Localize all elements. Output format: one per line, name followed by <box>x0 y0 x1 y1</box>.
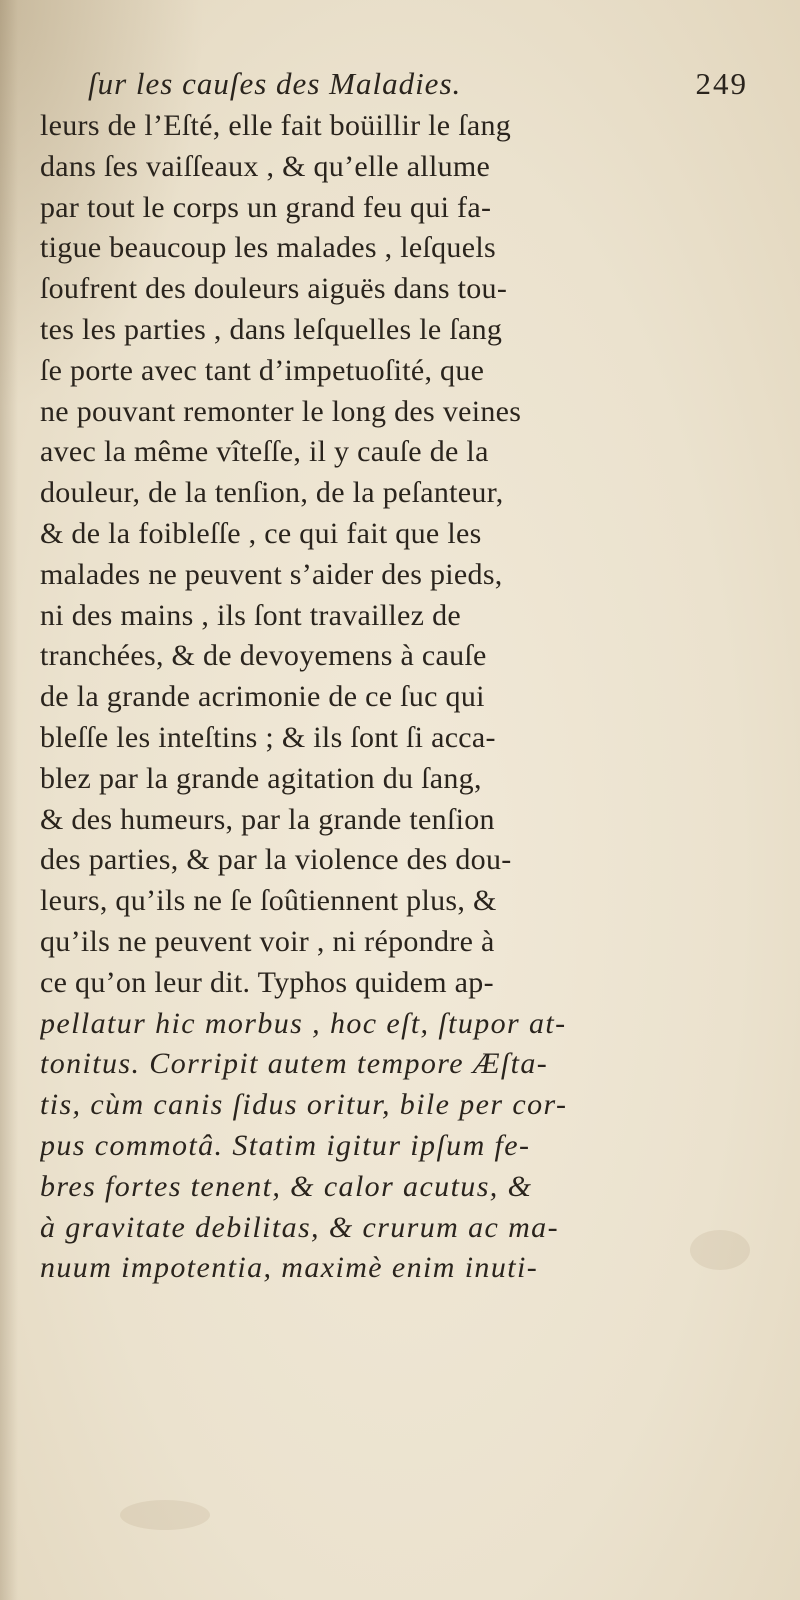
text-line: leurs de l’Eſté, elle fait boüillir le ſang <box>40 109 512 142</box>
text-line: & des humeurs, par la grande tenſion <box>40 802 495 836</box>
text-line: ce qu’on leur dit. Typhos quidem ap- <box>40 965 494 999</box>
text-line: ſe porte avec tant d’impetuoſité, que <box>40 353 485 387</box>
text-line: leurs, qu’ils ne ſe ſoûtiennent plus, & <box>40 884 497 918</box>
text-line: malades ne peuvent s’aider des pieds, <box>40 557 503 591</box>
text-line: qu’ils ne peuvent voir , ni répondre à <box>40 924 495 958</box>
text-line: nuum impotentia, maximè enim inuti- <box>40 1251 539 1285</box>
text-line: tis, cùm canis ſidus oritur, bile per cor- <box>40 1088 568 1122</box>
page-gutter-shadow <box>0 0 18 1600</box>
text-line: dans ſes vaiſſeaux , & qu’elle allume <box>40 149 491 183</box>
text-line: pus commotâ. Statim igitur ipſum fe- <box>40 1128 531 1162</box>
running-title: ſur les cauſes des Maladies. <box>88 66 462 101</box>
text-line: blez par la grande agitation du ſang, <box>40 761 482 795</box>
text-line: & de la foibleſſe , ce qui fait que les <box>40 516 482 550</box>
page-number: 249 <box>695 66 748 101</box>
body-text <box>40 106 770 1289</box>
text-line: tigue beaucoup les malades , leſquels <box>40 231 496 265</box>
running-head <box>88 66 748 106</box>
text-line: bleſſe les inteſtins ; & ils ſont ſi acca- <box>40 720 496 754</box>
text-line: bres fortes tenent, & calor acutus, & <box>40 1169 533 1203</box>
text-line: ne pouvant remonter le long des veines <box>40 394 522 428</box>
text-line: tonitus. Corripit autem tempore Æſta- <box>40 1047 549 1081</box>
text-line: à gravitate debilitas, & crurum ac ma- <box>40 1210 559 1244</box>
paper-stain <box>120 1500 210 1530</box>
text-line: ſoufrent des douleurs aiguës dans tou- <box>40 272 508 306</box>
text-line: pellatur hic morbus , hoc eſt, ſtupor at- <box>40 1006 567 1040</box>
text-line: avec la même vîteſſe, il y cauſe de la <box>40 435 489 469</box>
text-line: des parties, & par la violence des dou- <box>40 843 512 877</box>
text-line: de la grande acrimonie de ce ſuc qui <box>40 680 485 714</box>
text-line: tes les parties , dans leſquelles le ſang <box>40 312 503 346</box>
text-line: ni des mains , ils ſont travaillez de <box>40 598 462 632</box>
text-line: douleur, de la tenſion, de la peſanteur, <box>40 476 504 510</box>
text-line: tranchées, & de devoyemens à cauſe <box>40 639 487 673</box>
text-line: par tout le corps un grand feu qui fa- <box>40 190 492 224</box>
